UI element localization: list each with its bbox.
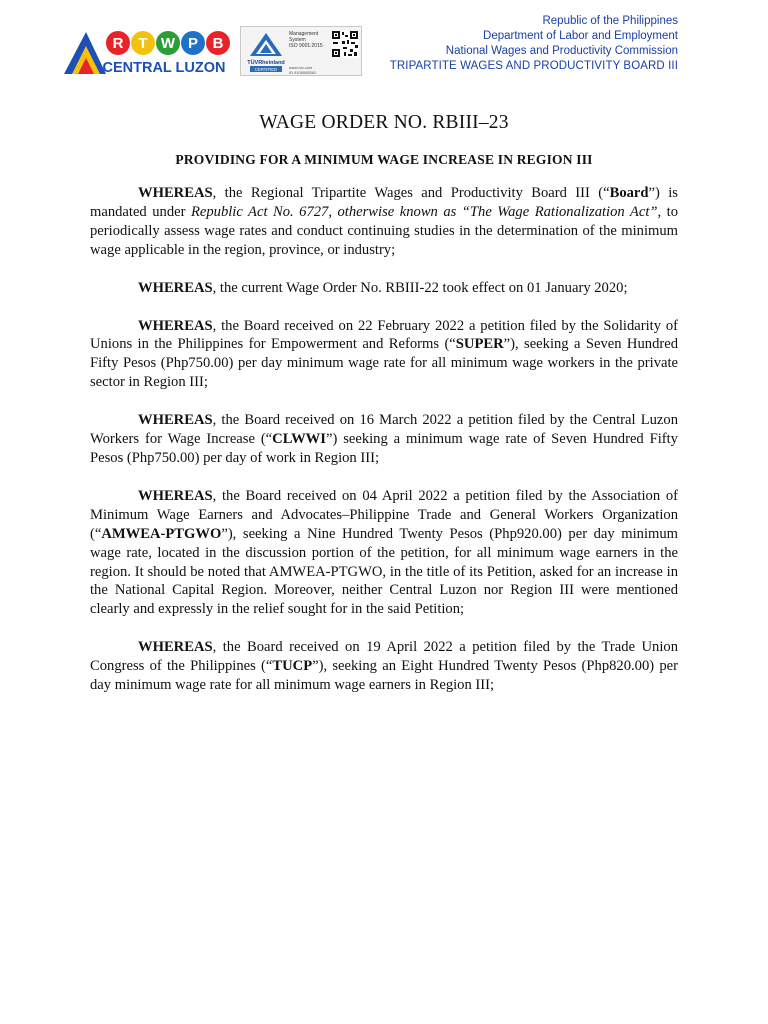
logo-caption: CENTRAL LUZON xyxy=(102,60,226,76)
whereas-paragraph-4: WHEREAS, the Board received on 16 March 2022 a petition filed by the Central Luzon Workers for Wage Increase (“CLWWI”) seeking a minimum wage rate of Seven Hundred Fifty Pesos (Php750.00) per day of work in Region III; xyxy=(90,412,678,466)
logo-letter-r: R xyxy=(112,35,124,52)
whereas-paragraph-3: WHEREAS, the Board received on 22 February 2022 a petition filed by the Solidarity of Unions in the Philippines for Empowerment and Reforms (“SUPER”), seeking a Seven Hundred Fifty Pesos (Php750.00) per day minimum wage rate for all minimum wage workers in the private sector in Region III; xyxy=(90,317,678,391)
whereas-paragraph-2: WHEREAS, the current Wage Order No. RBIII-22 took effect on 01 January 2020; xyxy=(138,279,628,296)
whereas-paragraph-1: WHEREAS, the Regional Tripartite Wages and Productivity Board III (“Board”) is mandated under Republic Act No. 6727, otherwise known as “The Wage Rationalization Act”, to periodically assess wage rates and conduct continuing studies in the determination of the minimum wage applicable in the region, province, or industry; xyxy=(90,185,678,258)
agency-line-republic: Republic of the Philippines xyxy=(542,15,678,27)
cert-standard-text xyxy=(289,31,329,49)
whereas-lead: WHEREAS xyxy=(138,279,213,296)
logo-letter-b: B xyxy=(212,35,224,52)
cert-site: www.tuv.com ID 9105085362 xyxy=(289,65,317,75)
document-subtitle: PROVIDING FOR A MINIMUM WAGE INCREASE IN REGION III xyxy=(175,152,593,167)
whereas-lead: WHEREAS xyxy=(138,317,213,334)
agency-line-nwpc: National Wages and Productivity Commission xyxy=(445,45,678,57)
document-body xyxy=(90,112,678,695)
whereas-paragraph-5: WHEREAS, the Board received on 04 April 2022 a petition filed by the Association of Minimum Wage Earners and Advocates–Philippine Trade and General Workers Organization (“AMWEA-PTGWO”), seeking a Nine Hundred Twenty Pesos (Php920.00) per day minimum wage rate, located in the discussion portion of the petition, for all minimum wage earners in the region. It should be noted that AMWEA-PTGWO, in the title of its Petition, asked for an increase in the National Capital Region. Moreover, neither Central Luzon nor Region III were mentioned clearly and expressly in the relief sought for in the said Petition; xyxy=(90,487,678,618)
cert-line-3: ISO 9001:2015 xyxy=(289,43,323,49)
logo-letter-w: W xyxy=(160,35,176,52)
whereas-lead: WHEREAS xyxy=(138,185,213,201)
whereas-paragraph-6: WHEREAS, the Board received on 19 April 2022 a petition filed by the Trade Union Congress of the Philippines (“TUCP”), seeking an Eight Hundred Twenty Pesos (Php820.00) per day minimum wage rate for all minimum wage earners in Region III; xyxy=(90,639,679,694)
iso-certification-badge xyxy=(240,26,362,76)
logo-letter-p: P xyxy=(187,35,199,52)
logo-letter-t: T xyxy=(138,35,148,52)
cert-line-1: Management xyxy=(289,31,319,37)
whereas-lead: WHEREAS xyxy=(138,487,213,504)
rtwpb-central-luzon-logo xyxy=(62,26,232,78)
cert-badge-text: CERTIFIED xyxy=(254,66,278,72)
qr-code-icon xyxy=(331,30,359,58)
agency-line-dole: Department of Labor and Employment xyxy=(483,30,678,42)
tuv-rheinland-icon xyxy=(247,30,285,74)
cert-line-2: System xyxy=(289,37,306,43)
whereas-lead: WHEREAS xyxy=(138,412,213,429)
document-title: WAGE ORDER NO. RBIII–23 xyxy=(259,112,509,133)
agency-line-board: TRIPARTITE WAGES AND PRODUCTIVITY BOARD III xyxy=(389,60,678,72)
whereas-lead: WHEREAS xyxy=(138,639,213,656)
agency-header xyxy=(390,14,678,74)
cert-issuer: TÜVRheinland xyxy=(247,60,285,66)
